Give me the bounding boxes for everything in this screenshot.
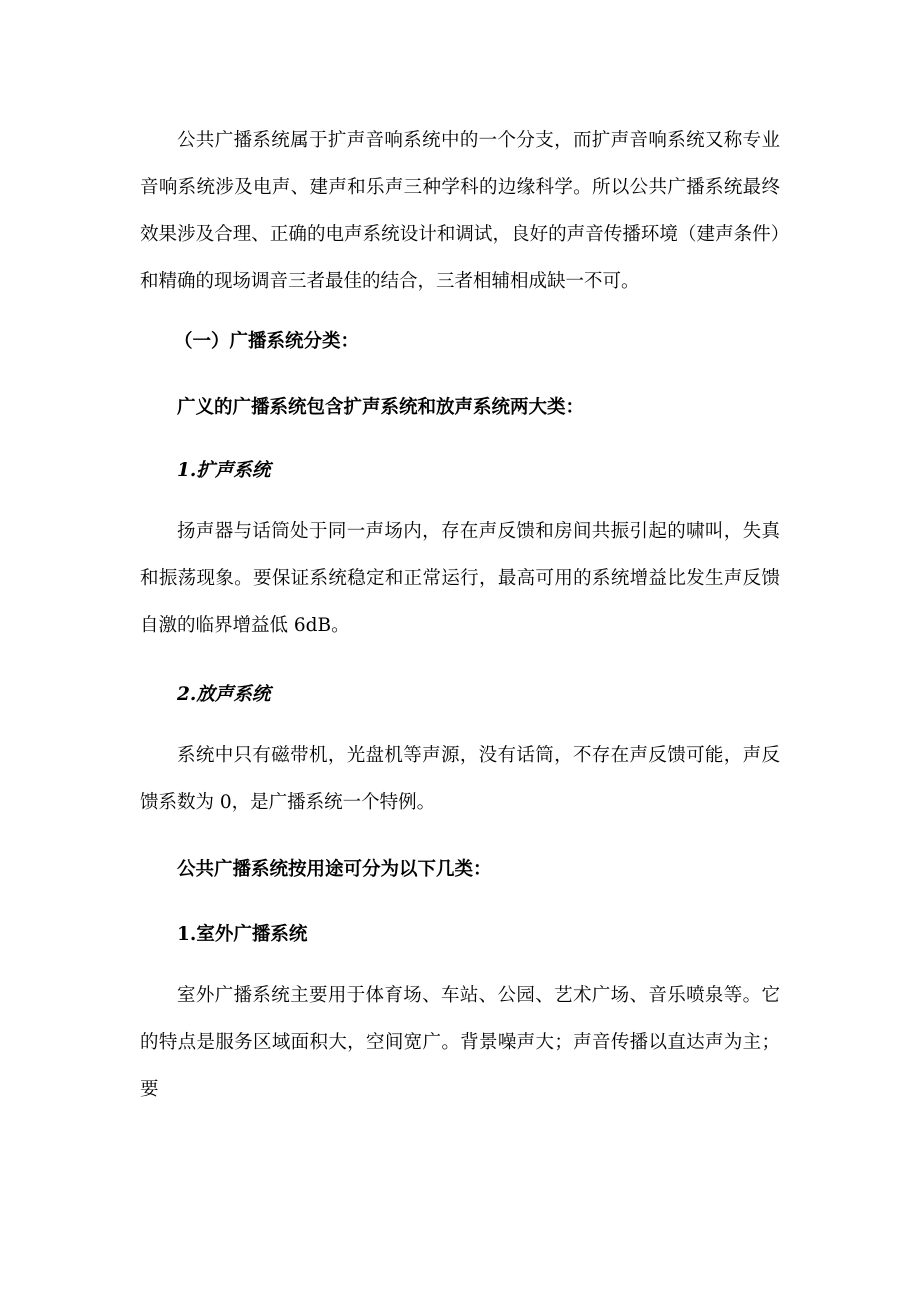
amplification-system-paragraph: 扬声器与话筒处于同一声场内，存在声反馈和房间共振引起的啸叫，失真和振荡现象。要保证系统稳定和正常运行，最高可用的系统增益比发生声反馈自激的临界增益低 6dB。 xyxy=(140,521,780,636)
sub-heading-outdoor-broadcast: 1.室外广播系统 xyxy=(177,924,308,945)
sub-heading-amplification-system: 1.扩声系统 xyxy=(177,460,271,481)
intro-paragraph: 公共广播系统属于扩声音响系统中的一个分支，而扩声音响系统又称专业音响系统涉及电声、建声和乐声三种学科的边缘科学。所以公共广播系统最终效果涉及合理、正确的电声系统设计和调试，良好的声音传播环境（建声条件）和精确的现场调音三者最佳的结合，三者相辅相成缺一不可。 xyxy=(140,130,780,292)
playback-system-paragraph: 系统中只有磁带机，光盘机等声源，没有话筒，不存在声反馈可能，声反馈系数为 0，是广播系统一个特例。 xyxy=(140,745,780,813)
usage-classification-heading: 公共广播系统按用途可分为以下几类： xyxy=(177,859,492,880)
section-title-classification: （一）广播系统分类： xyxy=(174,331,360,352)
outdoor-broadcast-paragraph: 室外广播系统主要用于体育场、车站、公园、艺术广场、音乐喷泉等。它的特点是服务区域面积大，空间宽广。背景噪声大；声音传播以直达声为主；要 xyxy=(140,985,780,1100)
broad-classification-heading: 广义的广播系统包含扩声系统和放声系统两大类： xyxy=(177,397,585,418)
sub-heading-playback-system: 2.放声系统 xyxy=(177,684,271,705)
